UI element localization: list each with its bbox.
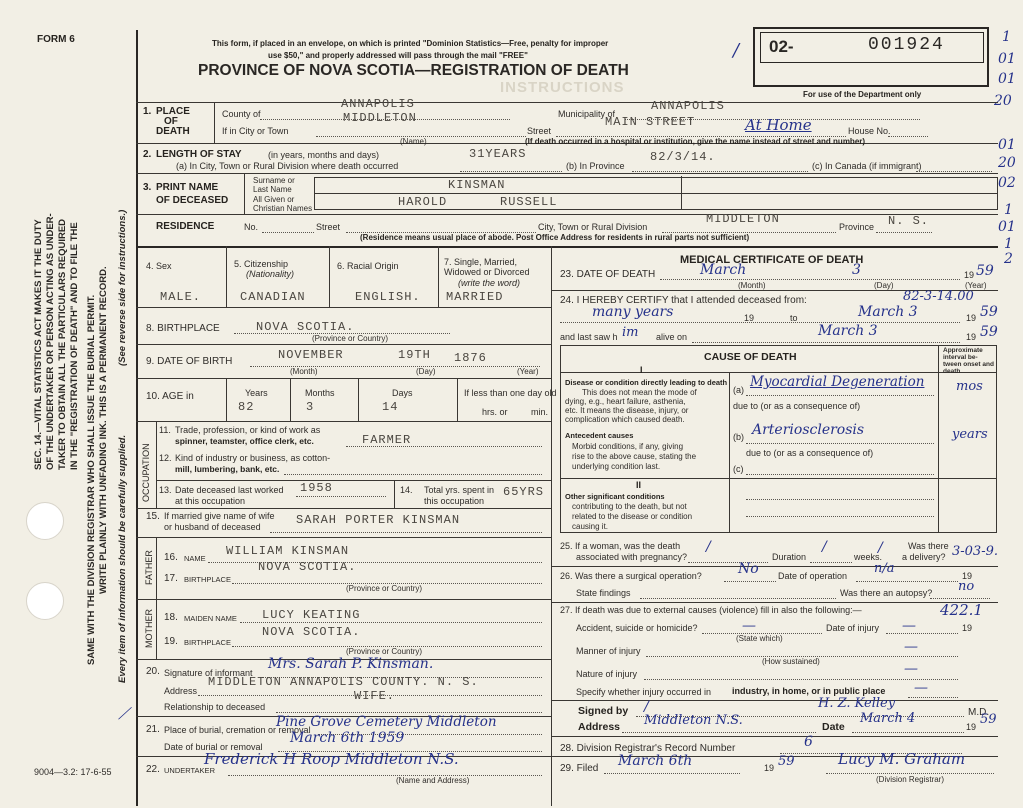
residence-province: N. S. [888, 214, 930, 228]
side-line-4: IN THE "REGISTRATION OF DEATH" AND TO FILE THE [69, 222, 80, 470]
q13-line-1: Date deceased last worked [175, 485, 284, 495]
age-months: 3 [306, 400, 315, 414]
state-which: (State which) [736, 634, 783, 643]
residence-label: RESIDENCE [156, 221, 215, 232]
department-use-note: For use of the Department only [803, 90, 922, 99]
registrar-caption: (Division Registrar) [876, 775, 945, 784]
registrar-signature: Lucy M. Graham [838, 750, 966, 768]
stay-label: LENGTH OF STAY [156, 149, 242, 160]
q12-line-1: Kind of industry or business, as cotton- [175, 453, 331, 463]
years-label: Years [245, 388, 268, 398]
q24-from: many years [592, 304, 674, 320]
given-name-1: HAROLD [398, 195, 448, 209]
q25-duration-label: Duration [772, 552, 807, 562]
nature-label: Nature of injury [576, 669, 638, 679]
q23-day: 3 [852, 262, 861, 278]
specify-label-1: Specify whether injury occurred in [576, 687, 712, 697]
birthplace-caption: (Province or Country) [312, 334, 389, 343]
physician-signature: H. Z. Kelley [818, 696, 896, 711]
q25-line-1: 25. If a woman, was the death [560, 541, 681, 551]
marital-value: MARRIED [446, 290, 504, 304]
q25-note: 3-03-9. [952, 544, 999, 559]
father-bp-label: BIRTHPLACE [184, 575, 231, 584]
side-pen-mark: ⟋ [118, 704, 130, 723]
father-name-label: NAME [184, 554, 206, 563]
house-value: At Home [745, 116, 812, 134]
infant-label: If less than one day old [464, 388, 557, 398]
cause-b-marker: (b) [733, 432, 744, 442]
manner-mark: — [904, 639, 918, 655]
birthplace-value: NOVA SCOTIA. [256, 320, 355, 334]
given-label: All Given or Christian Names [253, 195, 313, 213]
q11-num: 11. [159, 425, 171, 435]
hrs-label: hrs. or [482, 407, 508, 417]
days-label: Days [392, 388, 413, 398]
direct-line-3: dying, e.g., heart failure, asthenia, [565, 397, 686, 406]
other-line-3: related to the disease or condition [572, 512, 693, 521]
code-7: 02 [998, 175, 1016, 191]
interval-header: Approximate interval be-tween onset and death [943, 347, 994, 376]
signed-mark: / [644, 699, 649, 715]
dob-month: NOVEMBER [278, 348, 344, 362]
q12-line-2: mill, lumbering, bank, etc. [175, 464, 280, 474]
stay-b-value: 82/3/14. [650, 150, 716, 164]
alive-on: March 3 [818, 323, 878, 339]
left-margin-rule [136, 30, 138, 806]
q28-value: 6 [804, 734, 813, 750]
q24-margin-note: 82-3-14.00 [903, 289, 974, 304]
spouse-line-1: If married give name of wife [164, 511, 275, 521]
relationship-label: Relationship to deceased [164, 702, 266, 712]
code-4: 20 [994, 93, 1012, 109]
mother-bp-num: 19. [164, 636, 178, 647]
sex-value: MALE. [160, 290, 202, 304]
mother-bp-caption: (Province or Country) [346, 647, 423, 656]
stay-sub: (in years, months and days) [268, 150, 380, 160]
father-bp-caption: (Province or Country) [346, 584, 423, 593]
sex-label: 4. Sex [146, 261, 172, 271]
part-1: I [640, 365, 643, 375]
envelope-note-2: use $50," and properly addressed will pass through the mail "FREE" [268, 51, 528, 60]
deceased-label-2: OF DECEASED [156, 195, 229, 206]
q26-date: n/a [874, 561, 895, 576]
marital-label-2: Widowed or Divorced [444, 267, 530, 277]
q23-month: March [700, 262, 747, 278]
alive-year: 59 [980, 324, 998, 340]
residence-city: MIDDLETON [706, 212, 780, 226]
citizenship-sub: (Nationality) [246, 269, 295, 279]
residence-note: (Residence means usual place of abode. Post Office Address for residents in rural parts not sufficient) [360, 233, 750, 242]
q25-weeks-label: weeks. [854, 552, 883, 562]
spouse-line-2: or husband of deceased [164, 522, 261, 532]
q24-to-year: 59 [980, 304, 998, 320]
q23-year-caption: (Year) [965, 281, 987, 290]
q26-value: No [738, 561, 759, 577]
q12-num: 12. [159, 453, 172, 463]
sig-date: March 4 [860, 711, 916, 726]
registration-prefix: 02- [769, 37, 794, 56]
q25-mark-2: / [822, 539, 827, 555]
dob-day-caption: (Day) [416, 367, 436, 376]
mother-name: LUCY KEATING [262, 608, 361, 622]
informant-sig-label: Signature of informant [164, 668, 253, 678]
part-2: II [636, 480, 642, 490]
informant-num: 20. [146, 666, 160, 677]
alive-label: alive on [656, 332, 688, 342]
punch-hole-top [26, 502, 64, 540]
father-bp-num: 17. [164, 573, 178, 584]
father-name: WILLIAM KINSMAN [226, 544, 350, 558]
check-mark: / [733, 40, 740, 61]
informant-signature: Mrs. Sarah P. Kinsman. [268, 656, 434, 672]
spouse-value: SARAH PORTER KINSMAN [296, 513, 461, 527]
q24-to-year-prefix: 19 [966, 313, 977, 323]
date-injury-label: Date of injury [826, 623, 880, 633]
spouse-num: 15. [146, 511, 160, 522]
place-label-3: DEATH [156, 126, 190, 137]
q27-note: 422.1 [940, 601, 983, 619]
sig-year: 59 [980, 712, 997, 727]
q13-line-2: at this occupation [175, 496, 246, 506]
q13-num: 13. [159, 485, 172, 495]
q24-to: March 3 [858, 304, 918, 320]
residence-province-label: Province [839, 222, 875, 232]
date-injury-prefix: 19 [962, 623, 973, 633]
other-line-1: Other significant conditions [565, 492, 665, 501]
q23-label: 23. DATE OF DEATH [560, 269, 656, 280]
undertaker-num: 22. [146, 764, 160, 775]
racial-value: ENGLISH. [355, 290, 421, 304]
dob-month-caption: (Month) [290, 367, 318, 376]
q26-label: 26. Was there a surgical operation? [560, 571, 702, 581]
racial-label: 6. Racial Origin [337, 261, 399, 271]
sig-date-label: Date [822, 721, 845, 733]
direct-line-1: Disease or condition directly leading to death [565, 378, 728, 387]
q11-line-2: spinner, teamster, office clerk, etc. [175, 436, 314, 446]
antecedent-line-4: underlying condition last. [572, 462, 661, 471]
informant-address-label: Address [164, 686, 198, 696]
md-label: M.D. [968, 707, 990, 718]
min-label: min. [531, 407, 549, 417]
place-label-1: PLACE [156, 106, 190, 117]
q23-year-prefix: 19 [964, 270, 975, 280]
municipality-label: Municipality of [558, 109, 616, 119]
q25-was-label: Was there [908, 541, 949, 551]
nature-mark: — [904, 661, 918, 677]
q25-line-2: associated with pregnancy? [576, 552, 688, 562]
q26-date-label: Date of operation [778, 571, 848, 581]
side-line-1: SEC. 14.—VITAL STATISTICS ACT MAKES IT THE DUTY [33, 219, 44, 470]
signed-label: Signed by [578, 705, 629, 717]
cause-a-marker: (a) [733, 385, 744, 395]
code-3: 01 [998, 71, 1016, 87]
street-value: MAIN STREET [605, 115, 696, 129]
burial-place-label: Place of burial, cremation or removal [164, 725, 311, 735]
q24-to-label: to [790, 313, 798, 323]
citizenship-value: CANADIAN [240, 290, 306, 304]
burial-place: Pine Grove Cemetery Middleton [276, 714, 497, 730]
code-2: 01 [998, 51, 1016, 67]
residence-street-label: Street [316, 222, 341, 232]
hospital-note: (If death occurred in a hospital or institution, give the name instead of street and number) [525, 137, 866, 146]
undertaker-label: UNDERTAKER [164, 766, 215, 775]
place-num: 1. [143, 106, 152, 117]
side-italic-1: Every item of information should be carefully supplied. [117, 434, 128, 683]
findings-label: State findings [576, 588, 631, 598]
city-label: If in City or Town [222, 126, 289, 136]
mother-birthplace: NOVA SCOTIA. [262, 625, 361, 639]
autopsy-value: no [958, 579, 975, 594]
sig-address: Middleton N.S. [644, 713, 743, 728]
relationship-value: WIFE. [354, 689, 396, 703]
code-1: 1 [1002, 29, 1011, 45]
father-birthplace: NOVA SCOTIA. [258, 560, 357, 574]
county-value: ANNAPOLIS [341, 97, 415, 111]
cause-b-interval: years [952, 427, 988, 442]
stay-c-label: (c) In Canada (if immigrant) [812, 161, 922, 171]
code-11: 2 [1004, 251, 1013, 267]
municipality-value: ANNAPOLIS [651, 99, 725, 113]
street-label: Street [527, 126, 552, 136]
undertaker-value: Frederick H Roop Middleton N.S. [204, 750, 459, 768]
dob-year: 1876 [454, 351, 487, 365]
burial-date-label: Date of burial or removal [164, 742, 263, 752]
deceased-num: 3. [143, 182, 152, 193]
marital-label-1: 7. Single, Married, [444, 257, 518, 267]
q26-year-prefix: 19 [962, 571, 973, 581]
antecedent-line-3: rise to the above cause, stating the [572, 452, 697, 461]
q29-label: 29. Filed [560, 763, 599, 774]
dob-day: 19TH [398, 348, 431, 362]
birthplace-label: 8. BIRTHPLACE [146, 323, 220, 334]
burial-date: March 6th 1959 [290, 730, 405, 746]
background-stamp: INSTRUCTIONS [500, 79, 625, 96]
citizenship-label: 5. Citizenship [234, 259, 289, 269]
q11-value: FARMER [362, 433, 412, 447]
house-label: House No. [848, 126, 891, 136]
stay-b-label: (b) In Province [566, 161, 625, 171]
q29-year-prefix: 19 [764, 763, 775, 773]
father-name-num: 16. [164, 552, 178, 563]
mother-side-label: MOTHER [144, 609, 154, 648]
age-label: 10. AGE in [146, 391, 194, 402]
age-years: 82 [238, 400, 255, 414]
father-side-label: FATHER [144, 550, 154, 585]
accident-label: Accident, suicide or homicide? [576, 623, 698, 633]
q25-delivery-label: a delivery? [902, 552, 946, 562]
stay-a-value: 31YEARS [469, 147, 527, 161]
q29-value: March 6th [618, 753, 693, 769]
direct-line-4: etc. It means the disease, injury, or [565, 406, 689, 415]
mother-name-label: MAIDEN NAME [184, 614, 237, 623]
undertaker-caption: (Name and Address) [396, 776, 470, 785]
surname-label: Surname or Last Name [253, 176, 295, 194]
due-to-1: due to (or as a consequence of) [733, 401, 861, 411]
code-6: 20 [998, 155, 1016, 171]
q27-label: 27. If death was due to external causes (violence) fill in also the following:— [560, 605, 862, 615]
code-10: 1 [1004, 236, 1013, 252]
q14-line-1: Total yrs. spent in [424, 485, 495, 495]
medical-title: MEDICAL CERTIFICATE OF DEATH [680, 254, 864, 266]
q13-value: 1958 [300, 481, 333, 495]
other-line-4: causing it. [572, 522, 609, 531]
alive-year-prefix: 19 [966, 332, 977, 342]
q25-mark-1: / [706, 539, 711, 555]
cause-a-value: Myocardial Degeneration [750, 374, 925, 390]
side-line-5: SAME WITH THE DIVISION REGISTRAR WHO SHALL ISSUE THE BURIAL PERMIT. [86, 294, 97, 665]
side-line-2: OF THE UNDERTAKER OR PERSON ACTING AS UNDER- [45, 213, 56, 470]
informant-address: MIDDLETON ANNAPOLIS COUNTY. N. S. [208, 675, 479, 689]
name-caption: (Name) [400, 137, 427, 146]
punch-hole-bottom [26, 582, 64, 620]
given-name-2: RUSSELL [500, 195, 558, 209]
antecedent-line-1: Antecedent causes [565, 431, 634, 440]
form-label: FORM 6 [37, 34, 75, 45]
envelope-note-1: This form, if placed in an envelope, on which is printed "Dominion Statistics—Free, penalty for improper [212, 39, 609, 48]
form-title: PROVINCE OF NOVA SCOTIA—REGISTRATION OF DEATH [198, 62, 629, 79]
q14-num: 14. [400, 485, 413, 495]
dob-year-caption: (Year) [517, 367, 539, 376]
last-saw-label: and last saw h [560, 332, 618, 342]
months-label: Months [305, 388, 335, 398]
accident-mark: — [742, 618, 756, 634]
code-9: 01 [998, 219, 1016, 235]
place-label-2: OF [164, 116, 178, 127]
q23-year: 59 [976, 263, 994, 279]
cause-title: CAUSE OF DEATH [704, 351, 797, 363]
residence-city-label: City, Town or Rural Division [538, 222, 648, 232]
marital-label-3: (write the word) [458, 278, 521, 288]
code-5: 01 [998, 137, 1016, 153]
county-label: County of [222, 109, 261, 119]
specify-label-2: industry, in home, or in public place [732, 686, 886, 696]
other-line-2: contributing to the death, but not [572, 502, 687, 511]
q28-label: 28. Division Registrar's Record Number [560, 743, 736, 754]
mother-name-num: 18. [164, 612, 178, 623]
cause-c-marker: (c) [733, 464, 744, 474]
q25-mark-3: / [878, 540, 883, 556]
direct-line-2: This does not mean the mode of [582, 388, 697, 397]
age-days: 14 [382, 400, 399, 414]
due-to-2: due to (or as a consequence of) [746, 448, 874, 458]
q23-day-caption: (Day) [874, 281, 894, 290]
stay-num: 2. [143, 149, 152, 160]
footer-form-code: 9004—3.2: 17-6-55 [34, 767, 112, 777]
how-sustained: (How sustained) [762, 657, 820, 666]
side-line-3: TAKER TO OBTAIN ALL THE PARTICULARS REQUIRED [57, 218, 68, 470]
last-saw-suffix: im [622, 325, 639, 340]
side-italic-2: (See reverse side for instructions.) [117, 209, 128, 366]
cause-b-value: Arteriosclerosis [752, 422, 865, 438]
q29-year: 59 [778, 754, 795, 769]
sig-year-prefix: 19 [966, 722, 977, 732]
code-8: 1 [1004, 202, 1013, 218]
registration-number: 001924 [868, 35, 945, 55]
manner-label: Manner of injury [576, 646, 641, 656]
antecedent-line-2: Morbid conditions, if any, giving [572, 442, 684, 451]
q11-line-1: Trade, profession, or kind of work as [175, 425, 321, 435]
q24-label: 24. I HEREBY CERTIFY that I attended deceased from: [560, 295, 807, 306]
date-injury-mark: — [902, 618, 916, 634]
city-value: MIDDLETON [343, 111, 417, 125]
deceased-label-1: PRINT NAME [156, 182, 219, 193]
side-line-6: WRITE PLAINLY WITH UNFADING INK. THIS IS A PERMANENT RECORD. [98, 266, 109, 594]
sig-address-label: Address [578, 721, 621, 733]
occupation-side-label: OCCUPATION [141, 443, 151, 502]
surname-value: KINSMAN [448, 178, 506, 192]
direct-line-5: complication which caused death. [565, 415, 685, 424]
stay-a-label: (a) In City, Town or Rural Division where death occurred [176, 161, 399, 171]
specify-mark: — [914, 680, 928, 696]
q24-19: 19 [744, 313, 755, 323]
cause-a-interval: mos [956, 379, 983, 394]
q14-value: 65YRS [503, 485, 545, 499]
dob-label: 9. DATE OF BIRTH [146, 356, 233, 367]
mother-bp-label: BIRTHPLACE [184, 638, 231, 647]
autopsy-label: Was there an autopsy? [840, 588, 933, 598]
residence-no-label: No. [244, 222, 259, 232]
burial-num: 21. [146, 724, 160, 735]
q14-line-2: this occupation [424, 496, 485, 506]
q23-month-caption: (Month) [738, 281, 766, 290]
